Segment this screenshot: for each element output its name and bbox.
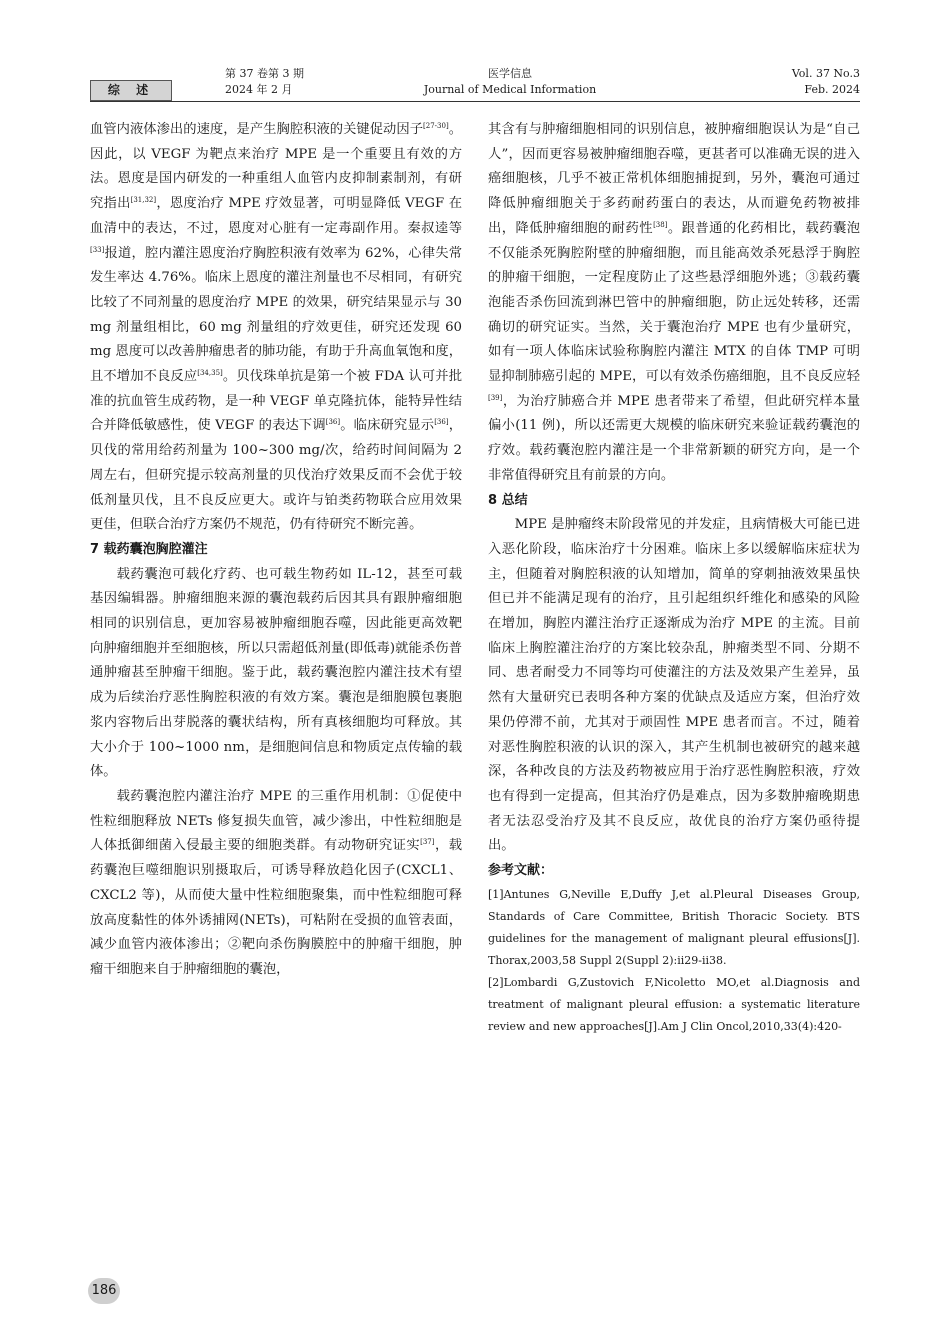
date-en: Feb. 2024 <box>804 83 860 96</box>
reference-item: [1]Antunes G,Neville E,Duffy J,et al.Pleural Diseases Group, Standards of Care Committee, British Thoracic Society. BTS guidelines for the management of malignant pleural effusions[J]. Thorax,2003,58 Suppl 2(Suppl 2):ii29-ii38. <box>488 887 860 967</box>
section-heading-7: 7 载药囊泡胸腔灌注 <box>90 541 208 557</box>
paragraph: 血管内液体渗出的速度，是产生胸腔积液的关键促动因子[27-30]。因此，以 VEGF 为靶点来治疗 MPE 是一个重要且有效的方法。恩度是国内研发的一种重组人血管内皮抑制素制剂，有研究指出[31,32]，恩度治疗 MPE 疗效显著，可明显降低 VEGF 在血清中的表达，不过，恩度对心脏有一定毒副作用。秦叔逵等[33]报道，腔内灌注恩度治疗胸腔积液有效率为 62%，心律失常发生率达 4.76%。临床上恩度的灌注剂量也不尽相同，有研究比较了不同剂量的恩度治疗 MPE 的效果，研究结果显示与 30 mg 剂量组相比，60 mg 剂量组的疗效更佳，研究还发现 60 mg 恩度可以改善肿瘤患者的肺功能，有助于升高血氧饱和度，且不增加不良反应[34,35]。贝伐珠单抗是第一个被 FDA 认可并批准的抗血管生成药物，是一种 VEGF 单克隆抗体，能特异性结合并降低敏感性，使 VEGF 的表达下调[36]。临床研究显示[36]，贝伐的常用给药剂量为 100~300 mg/次，给药时间间隔为 2 周左右，但研究提示较高剂量的贝伐治疗效果反而不会优于较低剂量贝伐，且不良反应更大。或许与铂类药物联合应用效果更佳，但联合治疗方案仍不规范，仍有待研究不断完善。 <box>90 122 463 533</box>
citation[interactable]: [27-30] <box>423 122 449 130</box>
reference-item: [2]Lombardi G,Zustovich F,Nicoletto MO,et al.Diagnosis and treatment of malignant pleural effusion: a systematic literature review and new approaches[J].Am J Clin Oncol,2010,33(4):420- <box>488 975 860 1033</box>
reference-list <box>488 884 860 1038</box>
citation[interactable]: [36] <box>325 418 341 427</box>
journal-cn: 医学信息 <box>488 67 532 80</box>
section-tag: 综 述 <box>90 80 172 101</box>
section-heading-8: 8 总结 <box>488 492 528 508</box>
paragraph: 载药囊泡腔内灌注治疗 MPE 的三重作用机制：①促使中性粒细胞释放 NETs 修复损失血管，减少渗出，中性粒细胞是人体抵御细菌入侵最主要的细胞类群。有动物研究证实[37]，载药囊泡巨噬细胞识别摄取后，可诱导释放趋化因子(CXCL1、CXCL2 等)，从而使大量中性粒细胞聚集，而中性粒细胞可释放高度黏性的体外诱捕网(NETs)，可粘附在受损的血管表面，减少血管内液体渗出；②靶向杀伤胸膜腔中的肿瘤干细胞，肿瘤干细胞来自于肿瘤细胞的囊泡， <box>90 788 463 977</box>
citation[interactable]: [36] <box>434 418 449 427</box>
paragraph: 载药囊泡可载化疗药、也可载生物药如 IL-12，甚至可载基因编辑器。肿瘤细胞来源的囊泡载药后因其具有跟肿瘤细胞相同的识别信息，更加容易被肿瘤细胞吞噬，因此能更高效靶向肿瘤细胞并至细胞核，所以只需超低剂量(即低毒)就能杀伤普通肿瘤甚至肿瘤干细胞。鉴于此，载药囊泡腔内灌注技术有望成为后续治疗恶性胸腔积液的有效方案。囊泡是细胞膜包裹胞浆内容物后出芽脱落的囊状结构，所有真核细胞均可释放。其大小介于 100~1000 nm，是细胞间信息和物质定点传输的载体。 <box>90 566 462 780</box>
paragraph: 其含有与肿瘤细胞相同的识别信息，被肿瘤细胞误认为是“自己人”，因而更容易被肿瘤细胞吞噬，更甚者可以准确无误的进入癌细胞核，几乎不被正常机体细胞捕捉到，另外，囊泡可通过降低肿瘤细胞关于多药耐药蛋白的表达，从而避免药物被排出，降低肿瘤细胞的耐药性[38]。跟普通的化药相比，载药囊泡不仅能杀死胸腔附壁的肿瘤细胞，而且能高效杀死悬浮于胸腔的肿瘤干细胞，一定程度防止了这些悬浮细胞外逃；③载药囊泡能否杀伤回流到淋巴管中的肿瘤细胞，防止远处转移，还需确切的研究证实。当然，关于囊泡治疗 MPE 也有少量研究，如有一项人体临床试验称胸腔内灌注 MTX 的自体 TMP 可明显抑制肺癌引起的 MPE，可以有效杀伤癌细胞，且不良反应轻 [39]，为治疗肺癌合并 MPE 患者带来了希望，但此研究样本量偏小(11 例)，所以还需更大规模的临床研究来验证载药囊泡的疗效。载药囊泡腔内灌注是一个非常新颖的研究方向，是一个非常值得研究且有前景的方向。 <box>488 122 861 483</box>
references-title: 参考文献： <box>488 863 554 879</box>
header-left <box>225 66 304 98</box>
header-right <box>792 66 860 98</box>
citation[interactable]: [39] <box>488 393 503 402</box>
volume-cn: 第 37 卷第 3 期 <box>225 67 304 80</box>
citation[interactable]: [33] <box>90 245 105 254</box>
citation[interactable]: [38] <box>653 220 668 229</box>
header-center <box>420 66 600 98</box>
left-column <box>90 118 462 983</box>
journal-en: Journal of Medical Information <box>423 83 597 96</box>
volume-en: Vol. 37 No.3 <box>791 67 860 80</box>
citation[interactable]: [34,35] <box>197 369 223 378</box>
right-column <box>488 118 860 1038</box>
date-cn: 2024 年 2 月 <box>225 83 293 96</box>
page-number: 186 <box>88 1278 120 1304</box>
citation[interactable]: [31,32] <box>130 196 157 205</box>
header-rule <box>90 101 860 102</box>
citation[interactable]: [37] <box>420 838 435 847</box>
page-header <box>90 64 860 104</box>
paragraph: MPE 是肿瘤终末阶段常见的并发症，且病情极大可能已进入恶化阶段，临床治疗十分困难。临床上多以缓解临床症状为主，但随着对胸腔积液的认知增加，简单的穿刺抽液效果虽快但已并不能满足现有的治疗，且引起组织纤维化和感染的风险在增加，胸腔内灌注治疗正逐渐成为治疗 MPE 的主流。目前临床上胸腔灌注治疗的方案比较杂乱，肿瘤类型不同、分期不同、患者耐受力不同等均可使灌注的方法及效果产生差异，虽然有大量研究已表明各种方案的优缺点及适应方案，但治疗效果仍停滞不前，尤其对于顽固性 MPE 患者而言。不过，随着对恶性胸腔积液的认识的深入，其产生机制也被研究的越来越深，各种改良的方法及药物被应用于治疗恶性胸腔积液，疗效也有得到一定提高，但其治疗仍是难点，因为多数肿瘤晚期患者无法忍受治疗及其不良反应，故优良的治疗方案仍亟待提出。 <box>488 517 860 854</box>
